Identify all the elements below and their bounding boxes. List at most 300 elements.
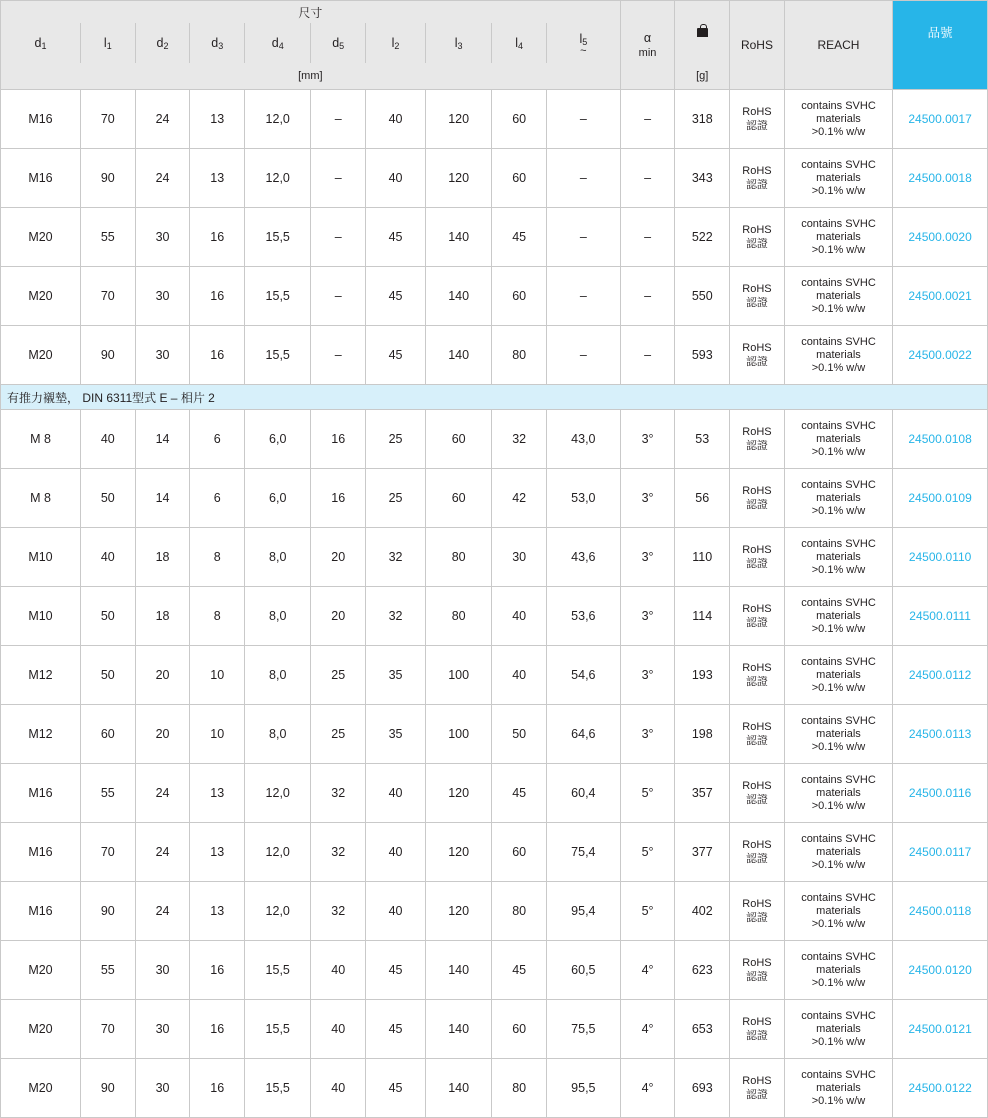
- cell-rohs: [730, 208, 785, 267]
- cell-weight: 623: [675, 941, 730, 1000]
- cell-l5: –: [547, 90, 621, 149]
- cell-alpha: –: [620, 149, 675, 208]
- cell-l2: 35: [366, 705, 426, 764]
- table-row: [1, 149, 988, 208]
- cell-alpha: 3°: [620, 528, 675, 587]
- cell-l2: 45: [366, 267, 426, 326]
- table-row: [1, 1059, 988, 1118]
- rohs-line-2: 認證: [745, 238, 768, 250]
- reach-line-2: materials: [816, 348, 861, 361]
- reach-line-2: materials: [816, 609, 861, 622]
- cell-l1: 70: [80, 1000, 135, 1059]
- cell-d5: 40: [311, 1059, 366, 1118]
- cell-d5: –: [311, 90, 366, 149]
- cell-d2: 30: [135, 941, 190, 1000]
- cell-d3: 16: [190, 941, 245, 1000]
- cell-d2: 24: [135, 90, 190, 149]
- cell-d5: 25: [311, 705, 366, 764]
- reach-line-2: materials: [816, 727, 861, 740]
- table-header: [1, 1, 988, 90]
- cell-alpha: –: [620, 90, 675, 149]
- cell-l5: 95,4: [547, 882, 621, 941]
- cell-d3: 13: [190, 882, 245, 941]
- cell-reach: [784, 326, 892, 385]
- cell-l5: –: [547, 267, 621, 326]
- cell-d4: 15,5: [245, 1000, 311, 1059]
- cell-l2: 45: [366, 1000, 426, 1059]
- reach-line-3: >0.1% w/w: [811, 622, 866, 635]
- cell-d2: 30: [135, 1000, 190, 1059]
- cell-alpha: 4°: [620, 941, 675, 1000]
- cell-alpha: –: [620, 208, 675, 267]
- reach-line-2: materials: [816, 845, 861, 858]
- cell-l1: 70: [80, 267, 135, 326]
- rohs-line-2: 認證: [745, 794, 768, 806]
- cell-l5: 95,5: [547, 1059, 621, 1118]
- cell-part-number[interactable]: 24500.0018: [893, 149, 988, 208]
- cell-d5: –: [311, 326, 366, 385]
- reach-line-1: contains SVHC: [801, 655, 876, 668]
- rohs-line-2: 認證: [745, 297, 768, 309]
- cell-d5: 20: [311, 528, 366, 587]
- cell-d5: 25: [311, 646, 366, 705]
- reach-line-3: >0.1% w/w: [811, 740, 866, 753]
- reach-line-1: contains SVHC: [801, 1068, 876, 1081]
- cell-part-number[interactable]: 24500.0117: [893, 823, 988, 882]
- rohs-line-1: RoHS: [742, 662, 772, 674]
- cell-rohs: [730, 823, 785, 882]
- cell-weight: 522: [675, 208, 730, 267]
- cell-l3: 120: [426, 764, 492, 823]
- cell-l3: 100: [426, 646, 492, 705]
- cell-l3: 140: [426, 208, 492, 267]
- reach-line-2: materials: [816, 491, 861, 504]
- cell-d4: 15,5: [245, 208, 311, 267]
- cell-d4: 15,5: [245, 267, 311, 326]
- cell-l2: 32: [366, 528, 426, 587]
- cell-l4: 60: [492, 149, 547, 208]
- rohs-line-1: RoHS: [742, 1075, 772, 1087]
- header-col-l2: $l_2$: [366, 23, 426, 63]
- cell-d4: 12,0: [245, 882, 311, 941]
- cell-l5: –: [547, 149, 621, 208]
- cell-d1: M12: [1, 646, 81, 705]
- cell-alpha: 5°: [620, 882, 675, 941]
- cell-rohs: [730, 267, 785, 326]
- cell-l5: 75,4: [547, 823, 621, 882]
- rohs-line-1: RoHS: [742, 224, 772, 236]
- cell-rohs: [730, 410, 785, 469]
- reach-line-1: contains SVHC: [801, 891, 876, 904]
- cell-l2: 45: [366, 941, 426, 1000]
- rohs-line-1: RoHS: [742, 544, 772, 556]
- cell-rohs: [730, 326, 785, 385]
- cell-d2: 24: [135, 823, 190, 882]
- cell-l1: 70: [80, 823, 135, 882]
- cell-d3: 8: [190, 587, 245, 646]
- reach-line-3: >0.1% w/w: [811, 504, 866, 517]
- cell-l1: 55: [80, 941, 135, 1000]
- cell-l3: 140: [426, 1059, 492, 1118]
- cell-l3: 60: [426, 410, 492, 469]
- cell-d3: 10: [190, 646, 245, 705]
- cell-reach: [784, 267, 892, 326]
- rohs-line-1: RoHS: [742, 1016, 772, 1028]
- header-col-l1: $l_1$: [80, 23, 135, 63]
- cell-l5: –: [547, 208, 621, 267]
- table-row: [1, 528, 988, 587]
- section-header-row: [1, 385, 988, 410]
- cell-d5: 20: [311, 587, 366, 646]
- cell-d5: –: [311, 267, 366, 326]
- cell-reach: [784, 1000, 892, 1059]
- cell-d2: 30: [135, 208, 190, 267]
- cell-d3: 16: [190, 208, 245, 267]
- reach-line-1: contains SVHC: [801, 596, 876, 609]
- cell-l3: 80: [426, 528, 492, 587]
- reach-line-3: >0.1% w/w: [811, 1094, 866, 1107]
- cell-d2: 18: [135, 528, 190, 587]
- table-row: [1, 941, 988, 1000]
- cell-rohs: [730, 90, 785, 149]
- cell-weight: 550: [675, 267, 730, 326]
- rohs-line-1: RoHS: [742, 898, 772, 910]
- cell-l3: 140: [426, 941, 492, 1000]
- cell-alpha: 3°: [620, 646, 675, 705]
- cell-rohs: [730, 705, 785, 764]
- cell-l3: 140: [426, 267, 492, 326]
- header-unit-grams: [g]: [675, 63, 730, 90]
- cell-part-number[interactable]: 24500.0017: [893, 90, 988, 149]
- cell-reach: [784, 705, 892, 764]
- cell-d2: 14: [135, 469, 190, 528]
- cell-l2: 40: [366, 823, 426, 882]
- header-col-d5: $d_5$: [311, 23, 366, 63]
- cell-l4: 40: [492, 646, 547, 705]
- rohs-line-1: RoHS: [742, 165, 772, 177]
- cell-reach: [784, 823, 892, 882]
- cell-d3: 6: [190, 469, 245, 528]
- cell-d1: M16: [1, 823, 81, 882]
- table-row: [1, 705, 988, 764]
- header-col-d1: $d_1$: [1, 23, 81, 63]
- cell-l4: 50: [492, 705, 547, 764]
- reach-line-2: materials: [816, 786, 861, 799]
- reach-line-2: materials: [816, 963, 861, 976]
- cell-part-number[interactable]: 24500.0116: [893, 764, 988, 823]
- cell-l4: 80: [492, 326, 547, 385]
- cell-rohs: [730, 941, 785, 1000]
- rohs-line-2: 認證: [745, 499, 768, 511]
- cell-d3: 13: [190, 90, 245, 149]
- cell-part-number[interactable]: 24500.0022: [893, 326, 988, 385]
- reach-line-1: contains SVHC: [801, 1009, 876, 1022]
- rohs-line-1: RoHS: [742, 485, 772, 497]
- rohs-line-1: RoHS: [742, 839, 772, 851]
- cell-d3: 16: [190, 267, 245, 326]
- cell-d5: 40: [311, 941, 366, 1000]
- table-body: [1, 90, 988, 1118]
- cell-d2: 30: [135, 1059, 190, 1118]
- cell-l4: 40: [492, 587, 547, 646]
- cell-d4: 8,0: [245, 646, 311, 705]
- cell-weight: 653: [675, 1000, 730, 1059]
- reach-line-1: contains SVHC: [801, 217, 876, 230]
- reach-line-3: >0.1% w/w: [811, 563, 866, 576]
- cell-part-number[interactable]: 24500.0111: [893, 587, 988, 646]
- cell-weight: 343: [675, 149, 730, 208]
- cell-l5: 53,0: [547, 469, 621, 528]
- cell-l3: 120: [426, 90, 492, 149]
- reach-line-3: >0.1% w/w: [811, 917, 866, 930]
- reach-line-1: contains SVHC: [801, 950, 876, 963]
- rohs-line-2: 認證: [745, 558, 768, 570]
- cell-l2: 45: [366, 208, 426, 267]
- cell-d3: 16: [190, 1000, 245, 1059]
- cell-d5: –: [311, 149, 366, 208]
- cell-l1: 90: [80, 882, 135, 941]
- cell-reach: [784, 528, 892, 587]
- table-row: [1, 764, 988, 823]
- reach-line-1: contains SVHC: [801, 714, 876, 727]
- cell-reach: [784, 941, 892, 1000]
- cell-l3: 140: [426, 1000, 492, 1059]
- cell-d3: 10: [190, 705, 245, 764]
- cell-reach: [784, 410, 892, 469]
- cell-l2: 25: [366, 410, 426, 469]
- cell-l5: 75,5: [547, 1000, 621, 1059]
- cell-rohs: [730, 469, 785, 528]
- cell-d2: 30: [135, 267, 190, 326]
- cell-alpha: 3°: [620, 705, 675, 764]
- cell-l1: 50: [80, 469, 135, 528]
- cell-d3: 16: [190, 1059, 245, 1118]
- reach-line-3: >0.1% w/w: [811, 681, 866, 694]
- cell-d3: 6: [190, 410, 245, 469]
- cell-l4: 42: [492, 469, 547, 528]
- reach-line-1: contains SVHC: [801, 99, 876, 112]
- cell-d5: –: [311, 208, 366, 267]
- cell-l4: 45: [492, 764, 547, 823]
- table-row: [1, 1000, 988, 1059]
- header-weight-icon-cell: [675, 1, 730, 64]
- cell-d3: 16: [190, 326, 245, 385]
- cell-part-number[interactable]: 24500.0020: [893, 208, 988, 267]
- cell-part-number[interactable]: 24500.0108: [893, 410, 988, 469]
- rohs-line-1: RoHS: [742, 721, 772, 733]
- cell-d1: M16: [1, 149, 81, 208]
- header-col-d4: $d_4$: [245, 23, 311, 63]
- cell-rohs: [730, 646, 785, 705]
- cell-l1: 55: [80, 764, 135, 823]
- reach-line-1: contains SVHC: [801, 478, 876, 491]
- cell-l4: 45: [492, 941, 547, 1000]
- table-row: [1, 587, 988, 646]
- table-row: [1, 267, 988, 326]
- rohs-line-1: RoHS: [742, 283, 772, 295]
- cell-part-number[interactable]: 24500.0121: [893, 1000, 988, 1059]
- reach-line-1: contains SVHC: [801, 158, 876, 171]
- cell-l1: 90: [80, 1059, 135, 1118]
- cell-d4: 12,0: [245, 149, 311, 208]
- cell-reach: [784, 149, 892, 208]
- cell-weight: 593: [675, 326, 730, 385]
- cell-l5: 60,4: [547, 764, 621, 823]
- cell-l1: 50: [80, 587, 135, 646]
- cell-l5: 64,6: [547, 705, 621, 764]
- rohs-line-2: 認證: [745, 179, 768, 191]
- cell-l5: 54,6: [547, 646, 621, 705]
- cell-l3: 80: [426, 587, 492, 646]
- cell-l5: 43,0: [547, 410, 621, 469]
- cell-reach: [784, 646, 892, 705]
- table-row: [1, 646, 988, 705]
- cell-d1: M16: [1, 90, 81, 149]
- reach-line-3: >0.1% w/w: [811, 799, 866, 812]
- reach-line-3: >0.1% w/w: [811, 445, 866, 458]
- cell-alpha: 3°: [620, 469, 675, 528]
- cell-l4: 60: [492, 823, 547, 882]
- cell-d3: 13: [190, 823, 245, 882]
- table-row: [1, 469, 988, 528]
- cell-d5: 16: [311, 469, 366, 528]
- rohs-line-2: 認證: [745, 735, 768, 747]
- table-row: [1, 882, 988, 941]
- cell-weight: 377: [675, 823, 730, 882]
- cell-part-number[interactable]: 24500.0112: [893, 646, 988, 705]
- cell-weight: 110: [675, 528, 730, 587]
- cell-weight: 56: [675, 469, 730, 528]
- reach-line-1: contains SVHC: [801, 832, 876, 845]
- cell-d4: 12,0: [245, 90, 311, 149]
- cell-d5: 40: [311, 1000, 366, 1059]
- rohs-line-1: RoHS: [742, 426, 772, 438]
- cell-l2: 25: [366, 469, 426, 528]
- reach-line-2: materials: [816, 550, 861, 563]
- cell-weight: 114: [675, 587, 730, 646]
- cell-d3: 8: [190, 528, 245, 587]
- cell-l1: 55: [80, 208, 135, 267]
- cell-reach: [784, 208, 892, 267]
- header-alpha-min: [620, 1, 675, 90]
- cell-d1: M20: [1, 326, 81, 385]
- cell-l4: 60: [492, 267, 547, 326]
- cell-part-number[interactable]: 24500.0122: [893, 1059, 988, 1118]
- cell-d1: M16: [1, 764, 81, 823]
- cell-l1: 70: [80, 90, 135, 149]
- cell-reach: [784, 90, 892, 149]
- cell-part-number[interactable]: 24500.0118: [893, 882, 988, 941]
- cell-rohs: [730, 764, 785, 823]
- cell-d1: M12: [1, 705, 81, 764]
- reach-line-3: >0.1% w/w: [811, 184, 866, 197]
- cell-part-number[interactable]: 24500.0021: [893, 267, 988, 326]
- reach-line-3: >0.1% w/w: [811, 302, 866, 315]
- reach-line-2: materials: [816, 1081, 861, 1094]
- cell-d4: 8,0: [245, 705, 311, 764]
- cell-part-number[interactable]: 24500.0113: [893, 705, 988, 764]
- reach-line-2: materials: [816, 112, 861, 125]
- cell-reach: [784, 587, 892, 646]
- header-col-l3: $l_3$: [426, 23, 492, 63]
- cell-weight: 693: [675, 1059, 730, 1118]
- cell-d1: M20: [1, 267, 81, 326]
- cell-part-number[interactable]: 24500.0120: [893, 941, 988, 1000]
- cell-rohs: [730, 1059, 785, 1118]
- table-row: [1, 410, 988, 469]
- cell-weight: 193: [675, 646, 730, 705]
- cell-d1: M10: [1, 587, 81, 646]
- cell-l3: 100: [426, 705, 492, 764]
- cell-l5: 43,6: [547, 528, 621, 587]
- rohs-line-2: 認證: [745, 440, 768, 452]
- rohs-line-2: 認證: [745, 1089, 768, 1101]
- reach-line-1: contains SVHC: [801, 773, 876, 786]
- cell-part-number[interactable]: 24500.0110: [893, 528, 988, 587]
- rohs-line-1: RoHS: [742, 957, 772, 969]
- cell-d2: 14: [135, 410, 190, 469]
- cell-d4: 15,5: [245, 941, 311, 1000]
- cell-l3: 60: [426, 469, 492, 528]
- header-reach: REACH: [784, 1, 892, 90]
- cell-weight: 357: [675, 764, 730, 823]
- cell-l1: 90: [80, 149, 135, 208]
- reach-line-3: >0.1% w/w: [811, 1035, 866, 1048]
- header-col-l5: $l_5$ ~: [547, 23, 621, 63]
- cell-rohs: [730, 149, 785, 208]
- reach-line-2: materials: [816, 171, 861, 184]
- cell-d2: 20: [135, 646, 190, 705]
- cell-l2: 40: [366, 764, 426, 823]
- cell-d5: 16: [311, 410, 366, 469]
- rohs-line-1: RoHS: [742, 603, 772, 615]
- cell-weight: 402: [675, 882, 730, 941]
- cell-l1: 40: [80, 410, 135, 469]
- table-row: [1, 823, 988, 882]
- reach-line-1: contains SVHC: [801, 419, 876, 432]
- cell-l5: –: [547, 326, 621, 385]
- cell-alpha: 3°: [620, 587, 675, 646]
- cell-alpha: –: [620, 267, 675, 326]
- cell-weight: 318: [675, 90, 730, 149]
- cell-d4: 8,0: [245, 587, 311, 646]
- cell-part-number[interactable]: 24500.0109: [893, 469, 988, 528]
- rohs-line-2: 認證: [745, 676, 768, 688]
- cell-rohs: [730, 882, 785, 941]
- cell-l4: 30: [492, 528, 547, 587]
- cell-l4: 60: [492, 90, 547, 149]
- cell-l4: 80: [492, 882, 547, 941]
- cell-d2: 24: [135, 149, 190, 208]
- cell-d1: M20: [1, 208, 81, 267]
- cell-d2: 20: [135, 705, 190, 764]
- cell-d4: 15,5: [245, 326, 311, 385]
- header-dimensions-group: 尺寸: [1, 1, 621, 24]
- cell-d2: 24: [135, 764, 190, 823]
- cell-d2: 18: [135, 587, 190, 646]
- cell-rohs: [730, 1000, 785, 1059]
- cell-l3: 140: [426, 326, 492, 385]
- reach-line-2: materials: [816, 289, 861, 302]
- cell-l1: 90: [80, 326, 135, 385]
- cell-l5: 60,5: [547, 941, 621, 1000]
- cell-l2: 45: [366, 1059, 426, 1118]
- cell-d2: 30: [135, 326, 190, 385]
- cell-d4: 15,5: [245, 1059, 311, 1118]
- reach-line-2: materials: [816, 1022, 861, 1035]
- header-alpha-symbol: α: [643, 30, 652, 45]
- cell-alpha: 5°: [620, 823, 675, 882]
